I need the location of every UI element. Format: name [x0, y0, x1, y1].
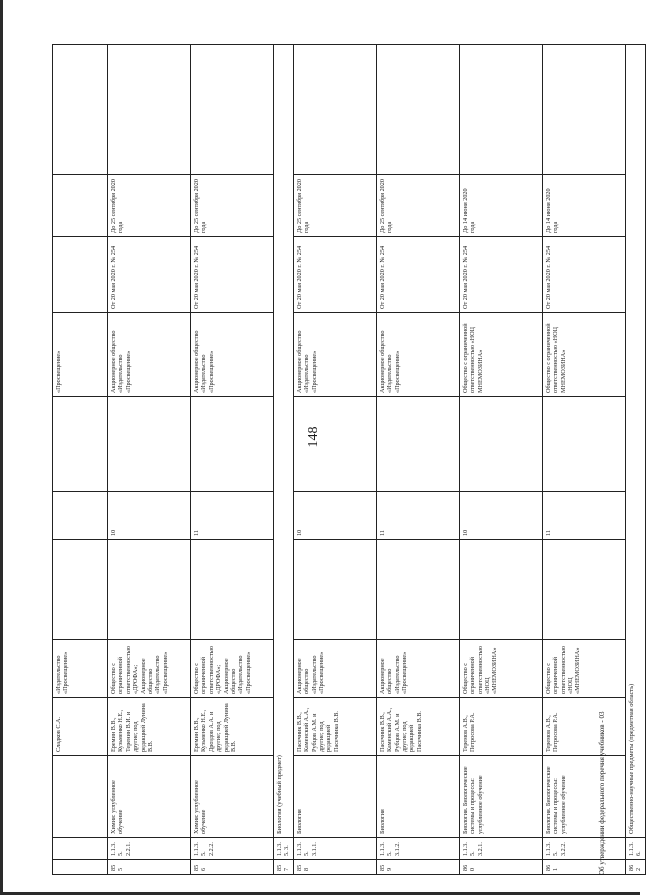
row-number-cell: 860: [459, 860, 542, 875]
authors-cell: Теремов А.В., Петросова Р.А.: [542, 698, 625, 756]
authors-cell: Пасечник В.В., Каменский А.А., Рубцов А.М. и другие; под редакцией Пасечника В.В.: [293, 698, 376, 756]
rights-holder-cell: Акционерное общество «Издательство «Просвещение»: [293, 313, 376, 397]
note-cell: [191, 397, 274, 492]
table-row: [542, 45, 625, 875]
order-cell: От 20 мая 2020 г. № 254: [293, 237, 376, 313]
table-body: [53, 45, 646, 875]
blank-cell: [293, 45, 376, 175]
order-cell: [53, 237, 108, 313]
rights-holder-cell: Акционерное общество «Издательство «Просвещение»: [376, 313, 459, 397]
row-number-cell: 862: [625, 860, 645, 875]
deadline-cell: До 25 сентября 2020 года: [191, 175, 274, 237]
blank-cell: [376, 540, 459, 640]
rights-holder-cell: Общество с ограниченной ответственностью «НОЦ МНЕМОЗИНА»: [542, 313, 625, 397]
publisher-cell: Общество с ограниченной ответственностью «ДРОФА»; Акционерное общество «Издательство «Просвещение»: [191, 640, 274, 698]
order-cell: От 20 мая 2020 г. № 254: [108, 237, 191, 313]
blank-cell: [293, 540, 376, 640]
blank-cell: [459, 45, 542, 175]
title-cell: [53, 756, 108, 838]
row-code-cell: 1.1.3.5. 2.2.1.: [108, 838, 191, 860]
rights-holder-cell: Общество с ограниченной ответственностью «НОЦ МНЕМОЗИНА»: [459, 313, 542, 397]
publisher-cell: Общество с ограниченной ответственностью «ДРОФА»; Акционерное общество «Издательство «Просвещение»: [108, 640, 191, 698]
blank-cell: [53, 540, 108, 640]
order-cell: От 20 мая 2020 г. № 254: [542, 237, 625, 313]
publisher-cell: «Издательство «Просвещение»: [53, 640, 108, 698]
deadline-cell: [53, 175, 108, 237]
textbook-table: [52, 44, 646, 875]
row-number-cell: 858: [293, 860, 376, 875]
table-row: [53, 45, 108, 875]
row-number-cell: 856: [191, 860, 274, 875]
note-cell: [542, 397, 625, 492]
row-code-cell: 1.1.3.6.: [625, 838, 645, 860]
note-cell: [108, 397, 191, 492]
publisher-cell: Акционерное общество «Издательство «Просвещение»: [376, 640, 459, 698]
section-row: [625, 45, 645, 875]
grade-cell: 10: [108, 492, 191, 540]
grade-cell: 10: [459, 492, 542, 540]
row-number-cell: 855: [108, 860, 191, 875]
title-cell: Биология: [376, 756, 459, 838]
deadline-cell: До 14 июня 2020 года: [459, 175, 542, 237]
rotated-page: [52, 45, 643, 875]
row-code-cell: 1.1.3.5. 3.: [274, 838, 294, 860]
blank-cell: [542, 45, 625, 175]
scan-edge-left: [0, 0, 3, 895]
note-cell: [53, 397, 108, 492]
order-cell: От 20 мая 2020 г. № 254: [459, 237, 542, 313]
authors-cell: Сладков С.А.: [53, 698, 108, 756]
note-cell: [293, 397, 376, 492]
row-code-cell: [53, 838, 108, 860]
blank-cell: [108, 45, 191, 175]
blank-cell: [191, 540, 274, 640]
blank-cell: [459, 540, 542, 640]
table-row: [191, 45, 274, 875]
deadline-cell: До 25 сентября 2020 года: [293, 175, 376, 237]
blank-cell: [53, 45, 108, 175]
blank-cell: [542, 540, 625, 640]
authors-cell: Теремов А.В., Петросова Р.А.: [459, 698, 542, 756]
authors-cell: Еремин В.В., Кузьменко Н.Е., Дроздов А.А. и другие; под редакцией Лунина В.В.: [191, 698, 274, 756]
row-code-cell: 1.1.3.5. 3.1.2.: [376, 838, 459, 860]
row-number-cell: 859: [376, 860, 459, 875]
row-number-cell: 861: [542, 860, 625, 875]
deadline-cell: До 25 сентября 2020 года: [108, 175, 191, 237]
publisher-cell: Общество с ограниченной ответственностью «НОЦ «МНЕМОЗИНА»: [459, 640, 542, 698]
row-code-cell: 1.1.3.5. 3.2.2.: [542, 838, 625, 860]
blank-cell: [191, 45, 274, 175]
title-cell: Химия: углубленное обучение: [108, 756, 191, 838]
grade-cell: [53, 492, 108, 540]
section-label-cell: Общественно-научные предметы (предметная область): [625, 45, 645, 838]
rights-holder-cell: «Просвещение»: [53, 313, 108, 397]
title-cell: Биология: [293, 756, 376, 838]
authors-cell: Еремин В.В., Кузьменко Н.Е., Теренин В.И. и другие; под редакцией Лунина В.В.: [108, 698, 191, 756]
section-row: [274, 45, 294, 875]
note-cell: [459, 397, 542, 492]
grade-cell: 11: [376, 492, 459, 540]
rights-holder-cell: Акционерное общество «Издательство «Просвещение»: [191, 313, 274, 397]
deadline-cell: До 14 июня 2020 года: [542, 175, 625, 237]
row-code-cell: 1.1.3.5. 2.2.2.: [191, 838, 274, 860]
table-row: [376, 45, 459, 875]
blank-cell: [376, 45, 459, 175]
table-row: [459, 45, 542, 875]
publisher-cell: Общество с ограниченной ответственностью «НОЦ «МНЕМОЗИНА»: [542, 640, 625, 698]
row-code-cell: 1.1.3.5. 3.1.1.: [293, 838, 376, 860]
footer-note: Об утверждении федерального перечня учебников - 03: [598, 711, 606, 875]
table-row: [108, 45, 191, 875]
row-number-cell: 857: [274, 860, 294, 875]
section-label-cell: Биология (учебный предмет): [274, 45, 294, 838]
deadline-cell: До 25 сентября 2020 года: [376, 175, 459, 237]
title-cell: Биология. Биологические системы и процессы: углубленное обучение: [542, 756, 625, 838]
row-code-cell: 1.1.3.5. 3.2.1.: [459, 838, 542, 860]
title-cell: Химия: углубленное обучение: [191, 756, 274, 838]
rights-holder-cell: Акционерное общество «Издательство «Просвещение»: [108, 313, 191, 397]
table-row: [293, 45, 376, 875]
order-cell: От 20 мая 2020 г. № 254: [191, 237, 274, 313]
page-number: 148: [306, 426, 321, 448]
authors-cell: Пасечник В.В., Каменский А.А., Рубцов А.М. и другие; под редакцией Пасечника В.В.: [376, 698, 459, 756]
publisher-cell: Акционерное общество «Издательство «Просвещение»: [293, 640, 376, 698]
blank-cell: [108, 540, 191, 640]
grade-cell: 11: [191, 492, 274, 540]
grade-cell: 10: [293, 492, 376, 540]
order-cell: От 20 мая 2020 г. № 254: [376, 237, 459, 313]
row-number-cell: [53, 860, 108, 875]
grade-cell: 11: [542, 492, 625, 540]
title-cell: Биология. Биологические системы и процессы: углубленное обучение: [459, 756, 542, 838]
note-cell: [376, 397, 459, 492]
